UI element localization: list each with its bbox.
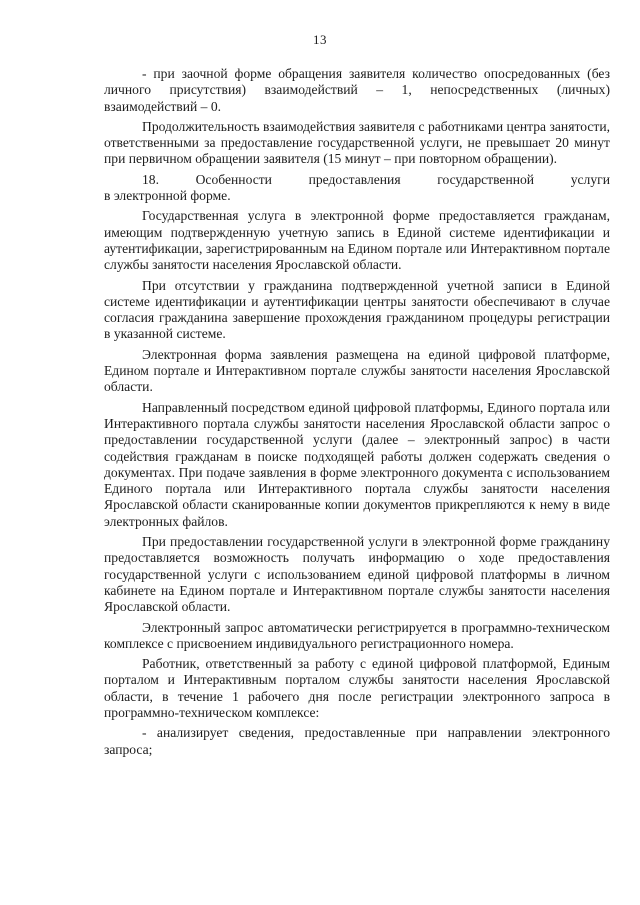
section-number: 18.	[142, 171, 159, 187]
page-number: 13	[313, 32, 327, 47]
paragraph-electronic-request: Направленный посредством единой цифровой платформы, Единого портала или Интерактивного портала службы занятости населения Ярославской области запрос о предоставлении государственной услуги (далее – электронный запрос) в части содействия гражданам в поиске подходящей работы должен содержать сведения о документах. При подаче заявления в форме электронного документа с использованием Единого портала или Интерактивного портала службы занятости населения Ярославской области сканированные копии документов прикрепляются к нему в виде электронных файлов.	[104, 399, 610, 529]
section-heading-word-4: услуги	[570, 171, 610, 187]
paragraph-form-location: Электронная форма заявления размещена на единой цифровой платформе, Едином портале и Интерактивном портале службы занятости населения Ярославской области.	[104, 346, 610, 395]
section-heading-word-3: государственной	[437, 171, 535, 187]
section-heading-word-1: Особенности	[195, 171, 272, 187]
paragraph-duration: Продолжительность взаимодействия заявителя с работниками центра занятости, ответственными за предоставление государственной услуги, не превышает 20 минут при первичном обращении заявителя (15 минут – при повторном обращении).	[104, 118, 610, 167]
paragraph-eligibility: Государственная услуга в электронной форме предоставляется гражданам, имеющим подтвержденную учетную запись в Единой системе идентификации и аутентификации, зарегистрированным на Едином портале или Интерактивном портале службы занятости населения Ярославской области.	[104, 208, 610, 273]
paragraph-contact-count: - при заочной форме обращения заявителя количество опосредованных (без личного присутствия) взаимодействий – 1, непосредственных (личных) взаимодействий – 0.	[104, 66, 610, 114]
section-heading-continuation: в электронной форме.	[104, 188, 231, 204]
list-item-analyze: - анализирует сведения, предоставленные при направлении электронного запроса;	[104, 725, 610, 757]
paragraph-worker-duties: Работник, ответственный за работу с единой цифровой платформой, Единым порталом и Интерактивным порталом службы занятости населения Ярославской области, в течение 1 рабочего дня после регистрации электронного запроса в программно-техническом комплексе:	[104, 656, 610, 720]
section-heading	[104, 172, 610, 188]
paragraph-registration: Электронный запрос автоматически регистрируется в программно-техническом комплексе с присвоением индивидуального регистрационного номера.	[104, 619, 610, 651]
document-body	[104, 66, 610, 762]
paragraph-status-tracking: При предоставлении государственной услуги в электронной форме гражданину предоставляется возможность получать информацию о ходе предоставления государственной услуги с использованием единой цифровой платформы в личном кабинете на Едином портале и Интерактивном портале службы занятости населения Ярославской области.	[104, 534, 610, 615]
section-heading-word-2: предоставления	[308, 171, 401, 187]
paragraph-no-account: При отсутствии у гражданина подтвержденной учетной записи в Единой системе идентификации и аутентификации центры занятости обеспечивают в случае согласия гражданина завершение прохождения гражданином процедуры регистрации в указанной системе.	[104, 277, 610, 342]
